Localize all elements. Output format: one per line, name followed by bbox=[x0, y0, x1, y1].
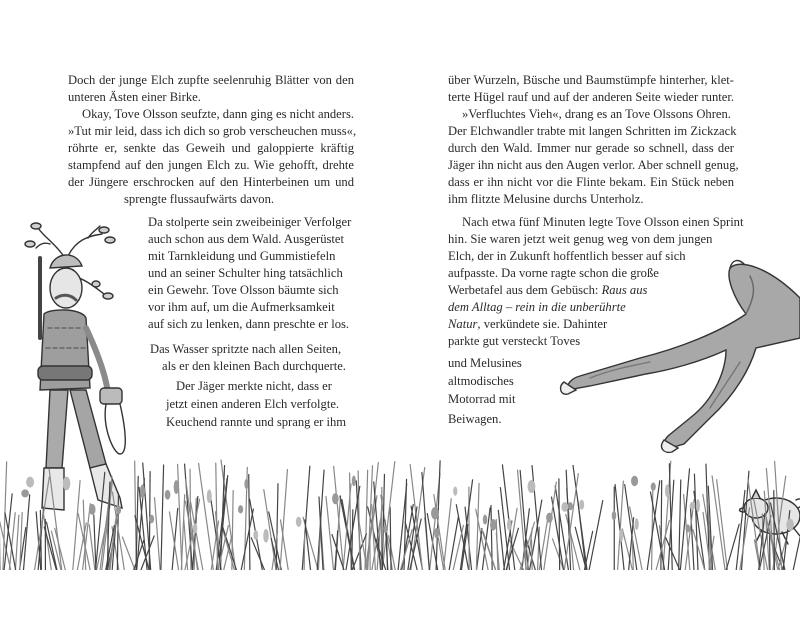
text-line: Motorrad mit bbox=[448, 392, 516, 406]
text-line: aufpasste. Da vorne ragte schon die große bbox=[448, 266, 659, 280]
text-line: Da stolperte sein zweibeiniger Verfolger bbox=[148, 215, 352, 229]
text-line: Doch der junge Elch zupfte seelenruhig Blätter von den bbox=[68, 73, 354, 87]
text-line: vor ihm auf, um die Aufmerksamkeit bbox=[148, 300, 335, 314]
sign-text-italic: Natur bbox=[448, 317, 478, 331]
text-line: dass er ihn nicht vor die Flinte bekam. Ein Stück neben bbox=[448, 175, 734, 189]
text-line: terte Hügel rauf und auf der anderen Seite wieder runter. bbox=[448, 90, 734, 104]
text-line: der Jüngere erschrocken auf den Hinterbeinen um und bbox=[68, 175, 354, 189]
sign-text-italic: dem Alltag – rein in die unberührte bbox=[448, 300, 626, 314]
text-fragment: Werbetafel aus dem Gebüsch: bbox=[448, 283, 602, 297]
text-line: ihm flitzte Melusine durchs Unterholz. bbox=[448, 192, 644, 206]
text-line: »Verfluchtes Vieh«, drang es an Tove Olssons Ohren. bbox=[462, 107, 731, 121]
text-line: jetzt einen anderen Elch verfolgte. bbox=[166, 397, 340, 411]
text-line: sprengte flussaufwärts davon. bbox=[124, 192, 275, 206]
text-line: Der Jäger merkte nicht, dass er bbox=[176, 379, 332, 393]
text-line: über Wurzeln, Büsche und Baumstümpfe hinterher, klet- bbox=[448, 73, 734, 87]
text-line: Nach etwa fünf Minuten legte Tove Olsson einen Sprint bbox=[462, 215, 744, 229]
text-line: Keuchend rannte und sprang er ihm bbox=[166, 415, 347, 429]
text-line: röhrte er, senkte das Geweih und galoppierte kräftig bbox=[68, 141, 354, 155]
text-line: Okay, Tove Olsson seufzte, dann ging es nicht anders. bbox=[82, 107, 354, 121]
text-line: ein Gewehr. Tove Olsson bäumte sich bbox=[148, 283, 339, 297]
grass-illustration bbox=[0, 440, 800, 570]
text-line: altmodisches bbox=[448, 374, 514, 388]
text-line: als er den kleinen Bach durchquerte. bbox=[162, 359, 346, 373]
text-line: parkte gut versteckt Toves bbox=[448, 334, 581, 348]
text-line: auf sich zu lenken, dann preschte er los. bbox=[148, 317, 350, 331]
text-line: »Tut mir leid, dass ich dich so grob verscheuchen muss«, bbox=[68, 124, 357, 138]
text-line: unteren Ästen einer Birke. bbox=[68, 90, 201, 104]
text-line: stampfend auf den jungen Elch zu. Wie gehofft, drehte bbox=[68, 158, 354, 172]
text-line: mit Tarnkleidung und Gummistiefeln bbox=[148, 249, 336, 263]
text-line: auch schon aus dem Wald. Ausgerüstet bbox=[148, 232, 345, 246]
text-line: Jäger ihn nicht aus den Augen verlor. Aber schnell genug, bbox=[448, 158, 739, 172]
sign-text-italic: Raus aus bbox=[601, 283, 648, 297]
text-line: Der Elchwandler trabte mit langen Schritten im Zickzack bbox=[448, 124, 737, 138]
text-line: Beiwagen. bbox=[448, 412, 502, 426]
text-fragment: , verkündete sie. Dahinter bbox=[477, 317, 608, 331]
moose-legs-illustration bbox=[550, 258, 800, 458]
text-line: hin. Sie waren jetzt weit genug weg von dem jungen bbox=[448, 232, 713, 246]
text-line: Elch, der in Zukunft hoffentlich besser auf sich bbox=[448, 249, 686, 263]
text-line: und an seiner Schulter hing tatsächlich bbox=[148, 266, 343, 280]
text-line: durch den Wald. Immer nur gerade so schnell, dass der bbox=[448, 141, 734, 155]
text-line: und Melusines bbox=[448, 356, 522, 370]
text-line: Das Wasser spritzte nach allen Seiten, bbox=[150, 342, 342, 356]
